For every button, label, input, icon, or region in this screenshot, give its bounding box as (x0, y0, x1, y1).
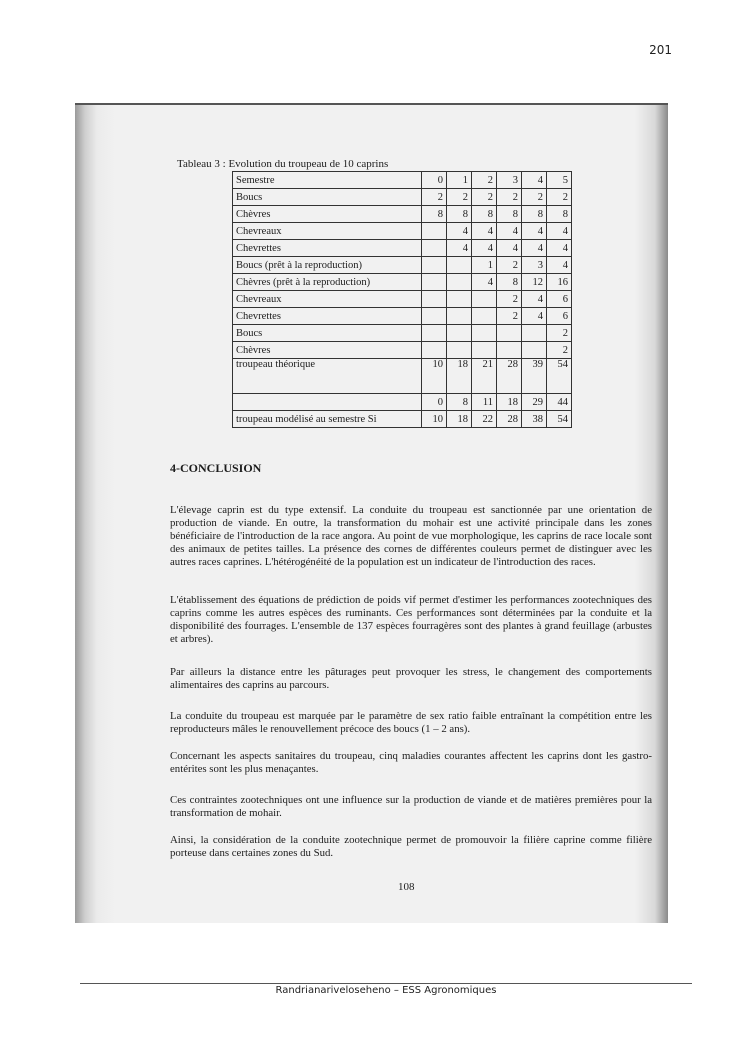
table-cell (422, 342, 447, 359)
table-cell: 12 (522, 274, 547, 291)
paragraph: Par ailleurs la distance entre les pâturages peut provoquer les stress, le changement des comportements alimentaires des caprins au parcours. (170, 665, 652, 691)
table-cell: 2 (497, 257, 522, 274)
section-heading: 4-CONCLUSION (170, 461, 262, 475)
table-cell: 18 (447, 411, 472, 428)
row-label: Boucs (233, 325, 422, 342)
table-row (233, 240, 572, 257)
table-cell: 4 (522, 308, 547, 325)
paragraph: La conduite du troupeau est marquée par le paramètre de sex ratio faible entraînant la compétition entre les reproducteurs mâles le renouvellement précoce des boucs (1 – 2 ans). (170, 709, 652, 735)
table-cell: 2 (497, 308, 522, 325)
table-cell: 0 (422, 172, 447, 189)
table-cell: 4 (472, 274, 497, 291)
table-cell: 8 (447, 394, 472, 411)
table-cell: 4 (497, 223, 522, 240)
table-cell: 16 (547, 274, 572, 291)
table-cell: 4 (522, 172, 547, 189)
table-row (233, 223, 572, 240)
table-cell: 5 (547, 172, 572, 189)
table-cell: 10 (422, 411, 447, 428)
table-cell (472, 308, 497, 325)
table-cell: 8 (447, 206, 472, 223)
table-cell: 4 (472, 223, 497, 240)
table-caption: Tableau 3 : Evolution du troupeau de 10 caprins (177, 158, 389, 170)
table-cell: 2 (547, 325, 572, 342)
row-label: Boucs (233, 189, 422, 206)
table-row (233, 257, 572, 274)
table-cell (422, 257, 447, 274)
table-cell: 4 (522, 291, 547, 308)
table-cell: 4 (547, 257, 572, 274)
row-label: troupeau théorique (233, 359, 422, 394)
table-cell: 0 (422, 394, 447, 411)
table-cell: 6 (547, 291, 572, 308)
table-cell: 4 (522, 223, 547, 240)
table-cell (447, 325, 472, 342)
row-label (233, 394, 422, 411)
table-cell: 2 (522, 189, 547, 206)
table-row (233, 411, 572, 428)
table-cell (422, 274, 447, 291)
table-cell: 8 (522, 206, 547, 223)
paragraph: L'établissement des équations de prédiction de poids vif permet d'estimer les performances zootechniques des caprins comme les autres espèces des ruminants. Ces performances sont déterminées par la conduite et la disponibilité des fourrages. L'ensemble de 137 espèces fourragères sont des plantes à grand feuillage (arbustes et arbres). (170, 593, 652, 645)
row-label: Chèvres (233, 206, 422, 223)
table-cell (447, 274, 472, 291)
paragraph: L'élevage caprin est du type extensif. La conduite du troupeau est sanctionnée par une orientation de production de viande. En outre, la transformation du mohair est une activité principale dans les zones bénéficiaire de l'introduction de la race angora. Au point de vue morphologique, les caprins de race locale sont des animaux de petites tailles. La présence des cornes de différentes couleurs permet de distinguer avec les autres races caprines. L'hétérogénéité de la population est un indicateur de l'introduction des races. (170, 503, 652, 568)
table-cell: 8 (497, 206, 522, 223)
table-cell (447, 291, 472, 308)
table-cell: 2 (447, 189, 472, 206)
table-cell (447, 308, 472, 325)
table-cell: 6 (547, 308, 572, 325)
table-cell: 4 (447, 223, 472, 240)
table-cell: 4 (522, 240, 547, 257)
table-cell (422, 291, 447, 308)
table-cell (497, 342, 522, 359)
table-cell (522, 342, 547, 359)
row-label: Chèvres (prêt à la reproduction) (233, 274, 422, 291)
table-cell: 4 (547, 240, 572, 257)
table-cell: 8 (422, 206, 447, 223)
table-cell: 1 (447, 172, 472, 189)
table-cell: 1 (472, 257, 497, 274)
table-row (233, 325, 572, 342)
table-cell: 2 (497, 291, 522, 308)
table-cell: 2 (472, 189, 497, 206)
row-label: Chevreaux (233, 291, 422, 308)
table-row (233, 206, 572, 223)
table-cell: 8 (497, 274, 522, 291)
table-cell: 44 (547, 394, 572, 411)
table-cell: 2 (422, 189, 447, 206)
table-cell (497, 325, 522, 342)
table-cell: 22 (472, 411, 497, 428)
table-row (233, 359, 572, 394)
row-label: Semestre (233, 172, 422, 189)
table-cell: 4 (547, 223, 572, 240)
table-cell: 3 (522, 257, 547, 274)
table-row (233, 308, 572, 325)
page-number: 201 (649, 43, 672, 57)
table-cell (472, 325, 497, 342)
table-cell (447, 257, 472, 274)
table-cell: 11 (472, 394, 497, 411)
table-row (233, 274, 572, 291)
scanned-page (75, 103, 668, 923)
table-cell (447, 342, 472, 359)
paragraph: Ainsi, la considération de la conduite zootechnique permet de promouvoir la filière caprine comme filière porteuse dans certaines zones du Sud. (170, 833, 652, 859)
table-cell: 18 (497, 394, 522, 411)
table-row (233, 189, 572, 206)
table-cell (422, 308, 447, 325)
table-cell: 2 (547, 189, 572, 206)
table-cell (522, 325, 547, 342)
table-cell: 18 (447, 359, 472, 394)
table-cell (472, 291, 497, 308)
table-cell: 54 (547, 359, 572, 394)
table-cell: 29 (522, 394, 547, 411)
table-cell: 8 (547, 206, 572, 223)
table-cell: 21 (472, 359, 497, 394)
row-label: Boucs (prêt à la reproduction) (233, 257, 422, 274)
row-label: Chevrettes (233, 308, 422, 325)
table-cell: 2 (547, 342, 572, 359)
paragraph: Concernant les aspects sanitaires du troupeau, cinq maladies courantes affectent les caprins dont les gastro-entérites sont les plus menaçantes. (170, 749, 652, 775)
row-label: Chevrettes (233, 240, 422, 257)
table-cell: 28 (497, 411, 522, 428)
herd-table (232, 171, 572, 428)
row-label: troupeau modélisé au semestre Si (233, 411, 422, 428)
table-cell: 10 (422, 359, 447, 394)
table-row (233, 291, 572, 308)
table-cell: 3 (497, 172, 522, 189)
row-label: Chevreaux (233, 223, 422, 240)
table-cell: 54 (547, 411, 572, 428)
table-cell (422, 240, 447, 257)
table-cell: 28 (497, 359, 522, 394)
table-cell: 4 (497, 240, 522, 257)
table-cell: 4 (447, 240, 472, 257)
table-row (233, 394, 572, 411)
table-cell: 2 (472, 172, 497, 189)
row-label: Chèvres (233, 342, 422, 359)
paragraph: Ces contraintes zootechniques ont une influence sur la production de viande et de matières premières pour la transformation de mohair. (170, 793, 652, 819)
table-cell: 2 (497, 189, 522, 206)
scan-page-number: 108 (398, 881, 415, 893)
table-cell: 8 (472, 206, 497, 223)
table-cell (472, 342, 497, 359)
table-cell: 39 (522, 359, 547, 394)
table-cell: 4 (472, 240, 497, 257)
table-row (233, 342, 572, 359)
footer-divider (80, 983, 692, 984)
table-header-row (233, 172, 572, 189)
footer-text: Randrianariveloseheno – ESS Agronomiques (275, 985, 497, 996)
table-cell (422, 325, 447, 342)
table-cell (422, 223, 447, 240)
table-cell: 38 (522, 411, 547, 428)
